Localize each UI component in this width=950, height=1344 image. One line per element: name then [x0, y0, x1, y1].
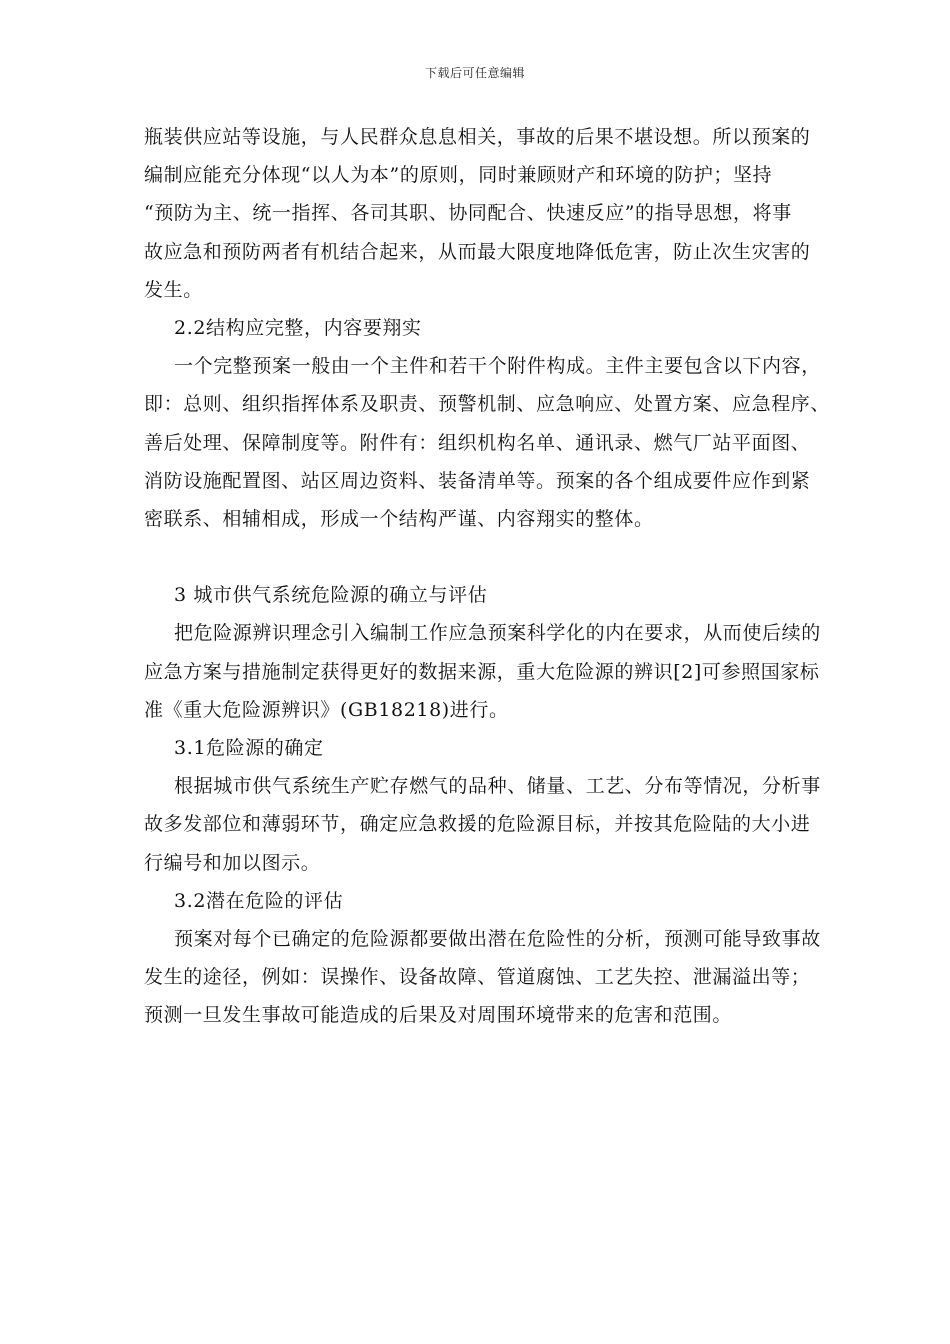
blank-line [144, 538, 824, 576]
section-heading-3: 3 城市供气系统危险源的确立与评估 [174, 584, 488, 607]
section-heading-3-1: 3.1危险源的确定 [174, 737, 324, 759]
text-line: 应急方案与措施制定获得更好的数据来源，重大危险源的辨识[2]可参照国家标 [144, 660, 820, 683]
page-header: 下载后可任意编辑 [424, 66, 525, 80]
text-line: 把危险源辨识理念引入编制工作应急预案科学化的内在要求，从而使后续的 [174, 622, 821, 645]
text-line: 发生。 [144, 278, 203, 301]
paragraph-hazard-identification [144, 614, 824, 729]
text-line: 根据城市供气系统生产贮存燃气的品种、储量、工艺、分布等情况，分析事 [174, 775, 821, 798]
section-heading-3-2: 3.2潜在危险的评估 [174, 889, 344, 912]
text-line: 一个完整预案一般由一个主件和若干个附件构成。主件主要包含以下内容， [174, 355, 821, 378]
text-line: 即：总则、组织指挥体系及职责、预警机制、应急响应、处置方案、应急程序、 [144, 393, 831, 416]
text-line: 编制应能充分体现“以人为本”的原则，同时兼顾财产和环境的防护；坚持 [144, 164, 773, 187]
text-line: 故多发部位和薄弱环节，确定应急救援的危险源目标，并按其危险陆的大小进 [144, 813, 811, 836]
text-line: 准《重大危险源辨识》(GB18218)进行。 [144, 698, 509, 721]
text-line: 故应急和预防两者有机结合起来，从而最大限度地降低危害，防止次生灾害的 [144, 240, 811, 263]
paragraph-risk-assessment [144, 920, 824, 1035]
text-line: “预防为主、统一指挥、各司其职、协同配合、快速反应”的指导思想，将事 [144, 202, 792, 225]
text-line: 预案对每个已确定的危险源都要做出潜在危险性的分析，预测可能导致事故 [174, 927, 821, 950]
text-line: 发生的途径，例如：误操作、设备故障、管道腐蚀、工艺失控、泄漏溢出等； [144, 966, 811, 989]
paragraph-emergency-principles [144, 118, 824, 309]
document-body [144, 118, 831, 1035]
text-line: 行编号和加以图示。 [144, 851, 321, 874]
text-line: 善后处理、保障制度等。附件有：组织机构名单、通讯录、燃气厂站平面图、 [144, 431, 811, 454]
text-line: 预测一旦发生事故可能造成的后果及对周围环境带来的危害和范围。 [144, 1004, 733, 1027]
paragraph-hazard-determination [144, 767, 824, 882]
text-line: 密联系、相辅相成，形成一个结构严谨、内容翔实的整体。 [144, 507, 654, 530]
text-line: 瓶装供应站等设施，与人民群众息息相关，事故的后果不堪设想。所以预案的 [144, 126, 811, 148]
text-line: 消防设施配置图、站区周边资料、装备清单等。预案的各个组成要件应作到紧 [144, 469, 811, 492]
paragraph-plan-structure [144, 347, 831, 538]
section-heading-2-2: 2.2结构应完整，内容要翔实 [174, 316, 422, 339]
